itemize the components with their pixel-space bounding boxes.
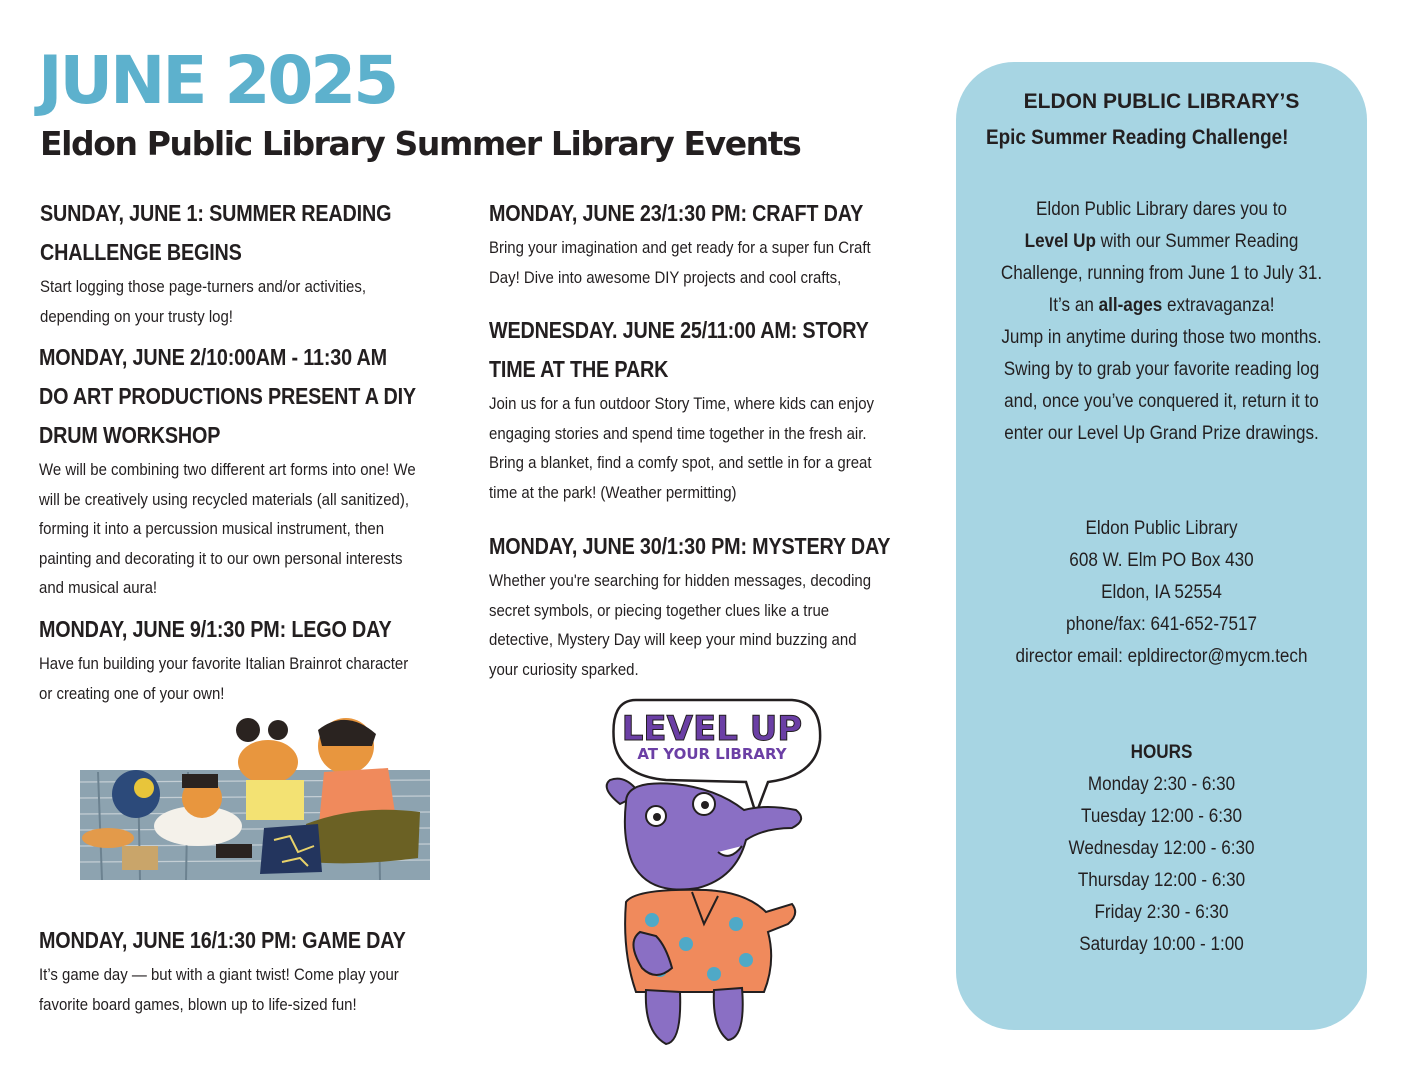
library-hours [956, 737, 1367, 961]
event-title: MONDAY, JUNE 2/10:00AM - 11:30 AM DO ART PRODUCTIONS PRESENT A DIY DRUM WORKSHOP [39, 344, 416, 448]
library-name: Eldon Public Library [1085, 518, 1238, 539]
level-up-emphasis: Level Up [1024, 231, 1096, 252]
bubble-line1: LEVEL UP [621, 709, 803, 749]
event-title: MONDAY, JUNE 23/1:30 PM: CRAFT DAY [489, 200, 864, 226]
hours-title: HOURS [1130, 742, 1193, 763]
event-title: SUNDAY, JUNE 1: SUMMER READING CHALLENGE BEGINS [40, 200, 392, 265]
all-ages-emphasis: all-ages [1098, 295, 1163, 316]
event-june-2 [39, 338, 464, 603]
event-june-16 [39, 921, 464, 1019]
event-description: Have fun building your favorite Italian Brainrot character or creating one of your own! [39, 654, 409, 703]
event-june-9 [39, 610, 464, 708]
event-description: Bring your imagination and get ready for a super fun Craft Day! Dive into awesome DIY projects and cool crafts, [489, 238, 871, 287]
event-description: Start logging those page-turners and/or activities, depending on your trusty log! [40, 277, 366, 326]
challenge-description: Eldon Public Library dares you to Level Up with our Summer Reading Challenge, running from June 1 to July 31. It’s an all-ages extravaganza! Jump in anytime during those two months. Swing by to grab your favorite reading log and, once you’ve conquered it, return it to enter our Level Up Grand Prize drawings. [1000, 199, 1323, 444]
hours-row: Saturday 10:00 - 1:00 [1079, 934, 1244, 955]
event-description: Join us for a fun outdoor Story Time, where kids can enjoy engaging stories and spend time together in the fresh air. Bring a blanket, find a comfy spot, and settle in for a great time at the park! (Weather permitting) [489, 394, 875, 502]
director-email: director email: epldirector@mycm.tech [1015, 646, 1308, 667]
event-june-1 [40, 194, 460, 331]
event-title: MONDAY, JUNE 30/1:30 PM: MYSTERY DAY [489, 533, 891, 559]
panel-title-line2: Epic Summer Reading Challenge! [986, 126, 1289, 149]
event-description: We will be combining two different art forms into one! We will be creatively using recycled materials (all sanitized), forming it into a percussion musical instrument, then painting and decorating it to our own personal interests and musical aura! [39, 460, 416, 597]
kids-playing-illustration [78, 712, 434, 888]
event-title: MONDAY, JUNE 9/1:30 PM: LEGO DAY [39, 616, 392, 642]
event-description: It’s game day — but with a giant twist! Come play your favorite board games, blown up to life-sized fun! [39, 965, 399, 1014]
event-description: Whether you're searching for hidden messages, decoding secret symbols, or piecing together clues like a true detective, Mystery Day will keep your mind buzzing and your curiosity sparked. [489, 571, 872, 679]
hours-row: Friday 2:30 - 6:30 [1094, 902, 1229, 923]
event-title: WEDNESDAY. JUNE 25/11:00 AM: STORY TIME AT THE PARK [489, 317, 869, 382]
hours-row: Monday 2:30 - 6:30 [1087, 774, 1236, 795]
event-june-30 [489, 527, 919, 684]
hours-row: Wednesday 12:00 - 6:30 [1068, 838, 1255, 859]
library-contact [956, 513, 1367, 673]
library-city: Eldon, IA 52554 [1101, 582, 1222, 603]
library-address: 608 W. Elm PO Box 430 [1069, 550, 1254, 571]
event-june-25 [489, 311, 919, 507]
bubble-line2: AT YOUR LIBRARY [637, 745, 787, 763]
hours-row: Thursday 12:00 - 6:30 [1077, 870, 1246, 891]
page-subtitle: Eldon Public Library Summer Library Events [40, 124, 801, 163]
panel-title-line1: ELDON PUBLIC LIBRARY’S [1023, 90, 1300, 113]
library-phone: phone/fax: 641-652-7517 [1065, 614, 1258, 635]
event-title: MONDAY, JUNE 16/1:30 PM: GAME DAY [39, 927, 406, 953]
tapir-mascot-illustration [596, 692, 828, 1062]
hours-row: Tuesday 12:00 - 6:30 [1081, 806, 1242, 827]
month-heading: JUNE 2025 [38, 42, 397, 119]
event-june-23 [489, 194, 919, 292]
